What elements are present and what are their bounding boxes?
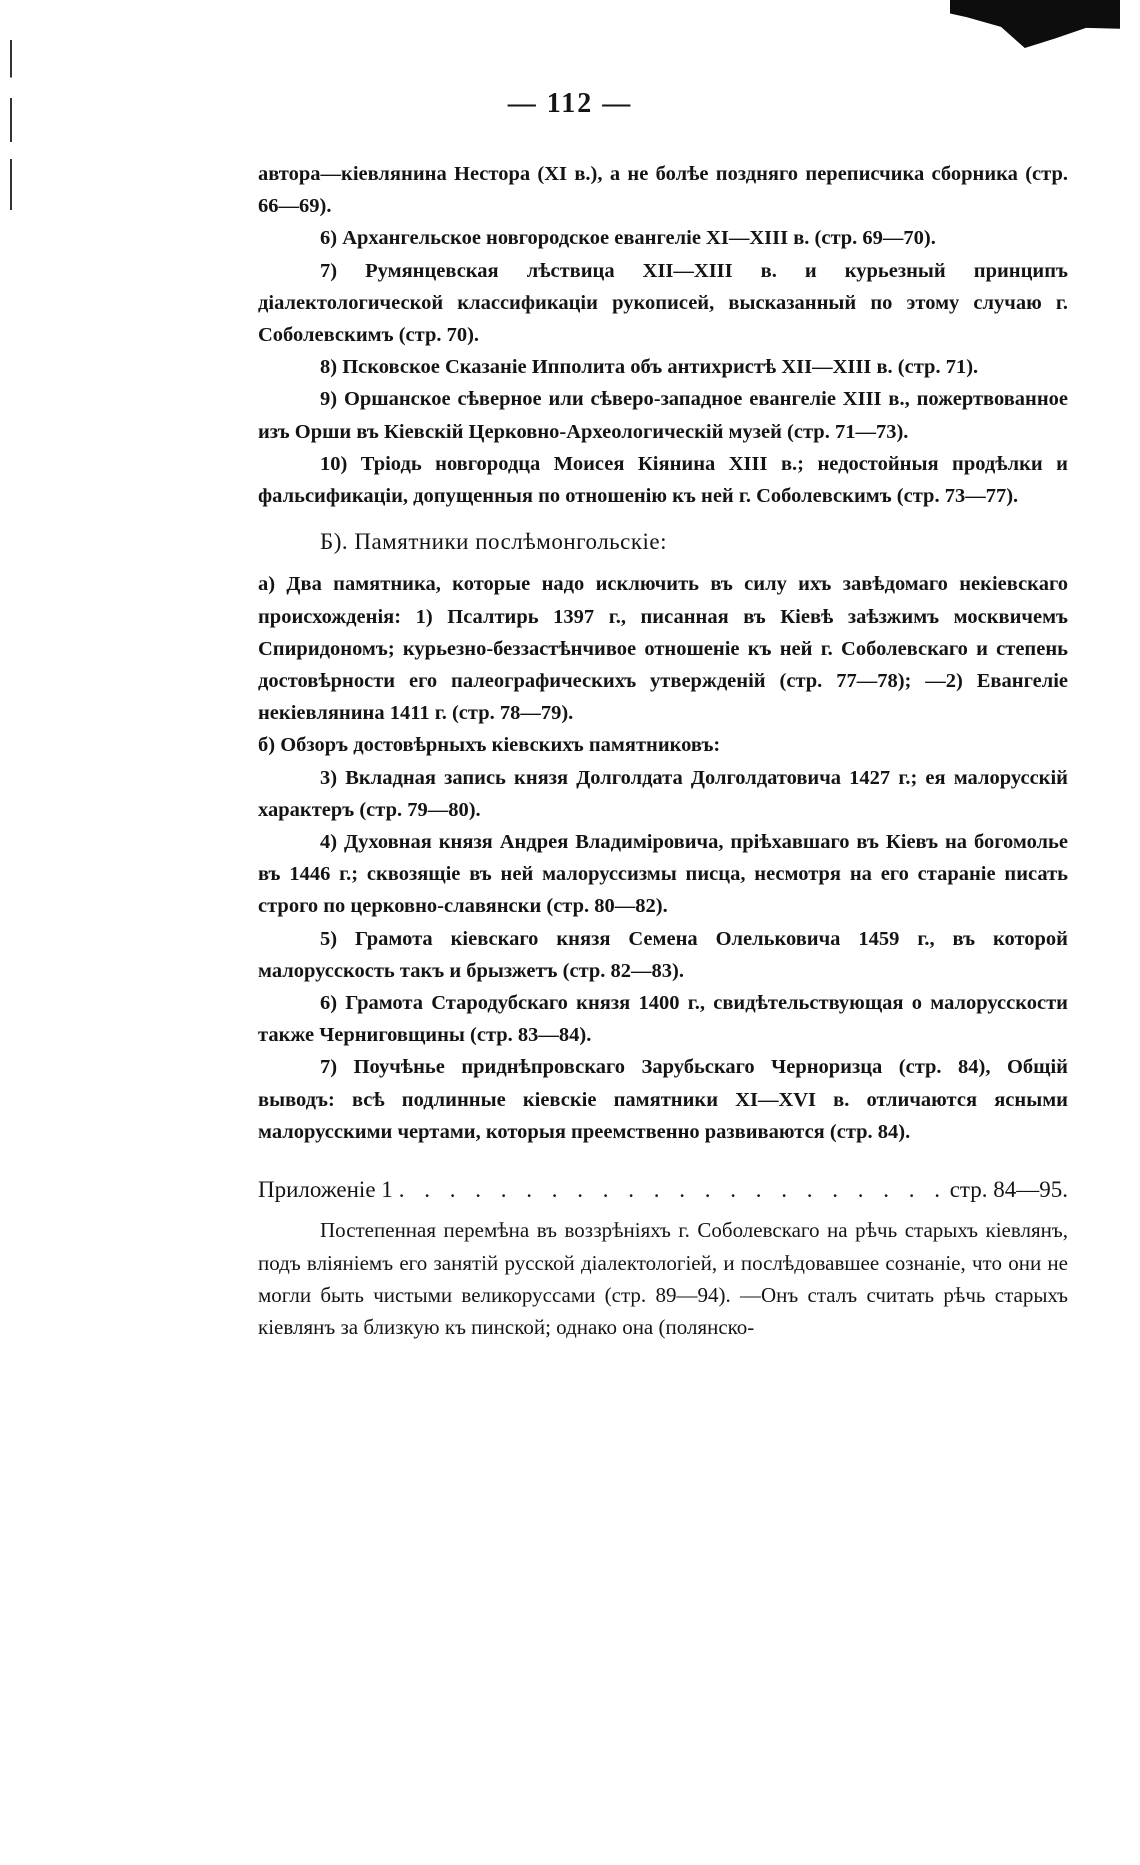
margin-rule [10,40,12,210]
paragraph-3: 7) Румянцевская лѣствица XII—XIII в. и курьезный принципъ діалектологической классификаціи рукописей, высказанный по этому случаю г. Соболевскимъ (стр. 70). [258,259,1068,347]
scan-artifact-mark [950,0,1120,48]
paragraph-13: 7) Поучѣнье приднѣпровскаго Зарубьскаго Черноризца (стр. 84), Общій выводъ: всѣ подлинные кіевскіе памятники XI—XVI в. отличаются ясными малорусскими чертами, которыя преемственно развиваются (стр. 84). [258,1056,1068,1143]
paragraph-6: 10) Тріодь новгородца Моисея Кіянина XIII в.; недостойныя продѣлки и фальсификаціи, допущенныя по отношенію къ ней г. Соболевскимъ (стр. 73—77). [258,452,1068,508]
paragraph-1: автора—кіевлянина Нестора (XI в.), а не болѣе поздняго переписчика сборника (стр. 66—69). [258,163,1068,218]
paragraph-7: а) Два памятника, которые надо исключить въ силу ихъ завѣдомаго некіевскаго происхожденія: 1) Псалтирь 1397 г., писанная въ Кіевѣ заѣзжимъ москвичемъ Спиридономъ; курьезно-беззастѣнчивое отношеніе къ ней г. Соболевскаго и степень достовѣрности его палеографическихъ утвержденій (стр. 77—78); —2) Евангеліе некіевлянина 1411 г. (стр. 78—79). [258,573,1068,725]
paragraph-8: б) Обзоръ достовѣрныхъ кіевскихъ памятниковъ: [258,734,721,757]
paragraph-5: 9) Оршанское сѣверное или сѣверо-западное евангеліе XIII в., пожертвованное изъ Орши въ Кіевскій Церковно-Археологическій музей (стр. 71—73). [258,388,1068,443]
appendix-entry [258,1174,1068,1206]
paragraph-10: 4) Духовная князя Андрея Владиміровича, пріѣхавшаго въ Кіевъ на богомолье въ 1446 г.; сквозящіе въ ней малоруссизмы писца, несмотря на его стараніе писать строго по церковно-славянски (стр. 80—82). [258,831,1068,918]
section-heading: Б). Памятники послѣмонгольскіе: [320,529,668,555]
appendix-pages: стр. 84—95. [949,1177,1068,1203]
page-text [258,158,1068,1343]
paragraph-9: 3) Вкладная запись князя Долголдата Долголдатовича 1427 г.; ея малорусскій характеръ (стр. 79—80). [258,766,1068,821]
paragraph-2: 6) Архангельское новгородское евангеліе XI—XIII в. (стр. 69—70). [320,227,936,250]
paragraph-12: 6) Грамота Стародубскаго князя 1400 г., свидѣтельствующая о малорусскости также Черниговщины (стр. 83—84). [258,992,1068,1047]
page-number: — 112 — [507,88,633,119]
appendix-paragraph: Постепенная перемѣна въ воззрѣніяхъ г. Соболевскаго на рѣчь старыхъ кіевлянъ, подъ вліяніемъ его занятій русской діалектологіей, и послѣдовавшее сознаніе, что они не могли быть чистыми великоруссами (стр. 89—94). —Онъ сталъ считать рѣчь старыхъ кіевлянъ за близкую къ пинской; однако она (полянско- [258,1218,1068,1339]
paragraph-11: 5) Грамота кіевскаго князя Семена Олельковича 1459 г., въ которой малорусскость такъ и брызжетъ (стр. 82—83). [258,927,1068,982]
appendix-label: Приложеніе 1 [258,1177,393,1203]
paragraph-4: 8) Псковское Сказаніе Ипполита объ антихристѣ XII—XIII в. (стр. 71). [320,356,979,379]
leader-dots [399,1174,944,1206]
